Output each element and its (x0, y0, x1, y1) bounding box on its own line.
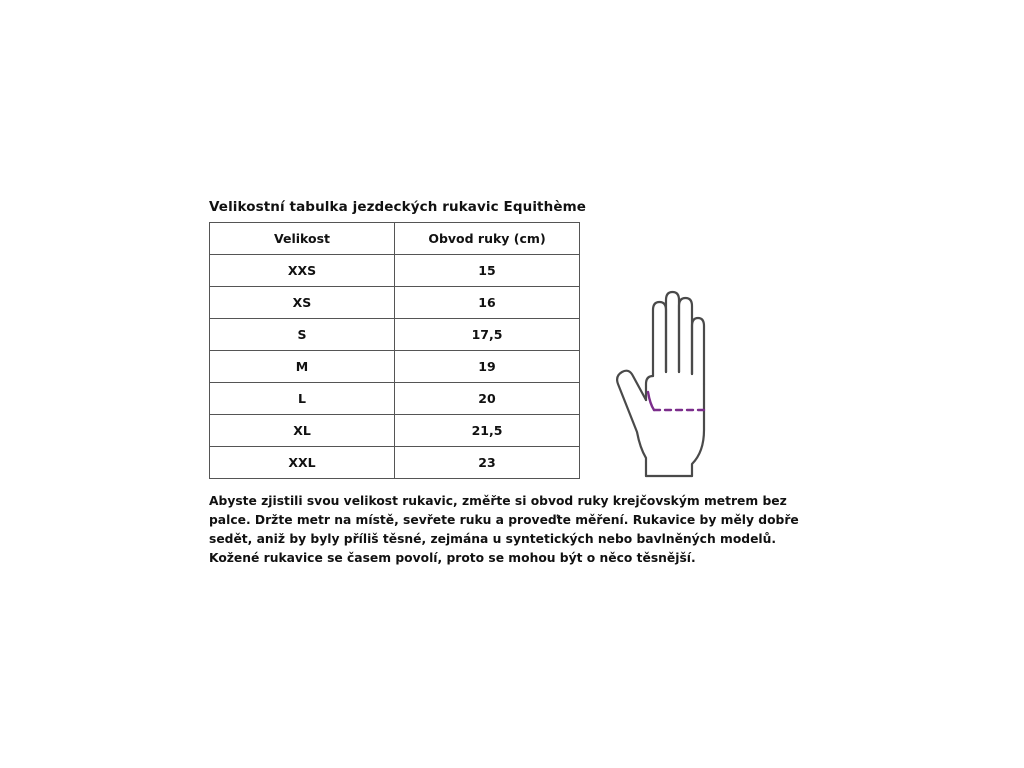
cell-size: M (210, 351, 395, 383)
cell-circumference: 15 (395, 255, 580, 287)
table-row (210, 415, 580, 447)
ring-finger (679, 298, 692, 374)
table-row (210, 319, 580, 351)
index-finger (653, 302, 666, 376)
little-finger (692, 318, 704, 384)
cell-size: XXS (210, 255, 395, 287)
column-header-circumference: Obvod ruky (cm) (395, 223, 580, 255)
measuring-instructions: Abyste zjistili svou velikost rukavic, změřte si obvod ruky krejčovským metrem bez palce. Držte metr na místě, sevřete ruku a proveďte měření. Rukavice by měly dobře sedět, aniž by byly příliš těsné, zejmána u syntetických nebo bavlněných modelů. Kožené rukavice se časem povolí, proto se mohou být o něco těsnější. (209, 494, 799, 566)
column-header-size: Velikost (210, 223, 395, 255)
table-header-row (210, 223, 580, 255)
thumb (617, 371, 646, 476)
hand-measure-diagram (596, 280, 756, 480)
table-row (210, 255, 580, 287)
table-row (210, 287, 580, 319)
cell-size: S (210, 319, 395, 351)
cell-circumference: 23 (395, 447, 580, 479)
cell-size: L (210, 383, 395, 415)
cell-circumference: 16 (395, 287, 580, 319)
middle-finger (666, 292, 679, 372)
cell-circumference: 20 (395, 383, 580, 415)
cell-circumference: 17,5 (395, 319, 580, 351)
cell-size: XXL (210, 447, 395, 479)
palm-right-edge (692, 384, 704, 476)
cell-size: XL (210, 415, 395, 447)
table-row (210, 351, 580, 383)
cell-circumference: 19 (395, 351, 580, 383)
measure-line (648, 392, 704, 410)
page-title: Velikostní tabulka jezdeckých rukavic Equithème (209, 199, 586, 215)
cell-circumference: 21,5 (395, 415, 580, 447)
table-row (210, 447, 580, 479)
size-chart-table (209, 222, 580, 479)
table-row (210, 383, 580, 415)
cell-size: XS (210, 287, 395, 319)
